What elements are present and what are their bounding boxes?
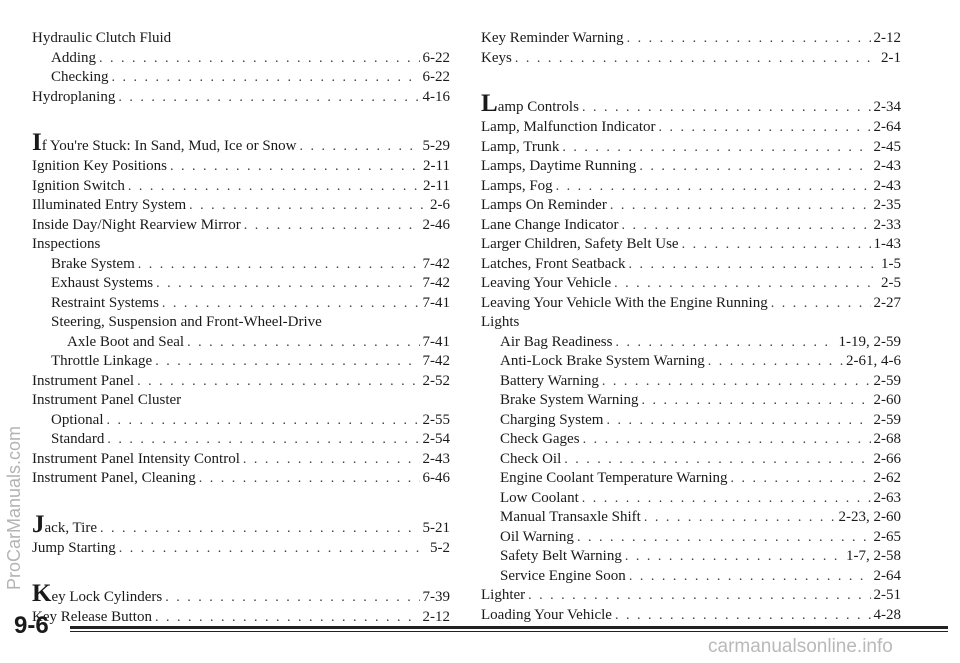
entry-text: Anti-Lock Brake System Warning [500,353,705,369]
entry-page: 1-43 [873,236,901,252]
index-entry [481,372,901,392]
entry-label [32,157,167,177]
entry-label [481,294,768,314]
dot-leader [199,469,420,489]
dot-leader [165,586,419,610]
dot-leader [629,255,878,275]
entry-label [481,138,559,158]
dot-leader [118,88,419,108]
index-entry [32,274,450,294]
entry-page: 5-21 [422,519,450,536]
entry-text: Manual Transaxle Shift [500,509,641,525]
section-gap [32,107,450,133]
entry-label [32,372,134,392]
dot-leader [170,157,420,177]
entry-text: Optional [51,411,104,428]
section-letter: L [481,90,498,117]
entry-text: Adding [51,49,96,66]
entry-label [481,29,624,49]
dot-leader [644,508,836,528]
index-entry [32,68,450,88]
entry-label [481,586,525,606]
index-entry [32,333,450,353]
entry-label [32,236,100,252]
entry-page: 5-29 [422,138,450,154]
index-entry [481,567,901,587]
index-entry [32,216,450,236]
entry-page: 2-1 [881,49,901,66]
entry-page: 2-65 [873,528,901,545]
entry-label [32,469,196,489]
entry-page: 2-12 [873,30,901,46]
dot-leader [577,528,871,548]
entry-label [51,430,104,450]
index-entry [481,118,901,138]
entry-label [32,392,181,408]
index-column-left [32,29,450,628]
entry-text: Ignition Switch [32,177,125,194]
index-heading [32,391,450,411]
entry-text: Steering, Suspension and Front-Wheel-Drive [51,314,322,330]
index-entry [481,177,901,197]
entry-label [51,352,152,372]
entry-text: Key Reminder Warning [481,30,624,46]
index-entry [481,294,901,314]
index-entry [481,157,901,177]
entry-text: Brake System [51,255,135,272]
entry-label [500,450,561,470]
index-entry [32,580,450,608]
entry-page: 2-68 [873,431,901,447]
entry-page: 2-11 [423,177,450,194]
entry-page: 2-59 [873,411,901,428]
entry-page: 2-23, 2-60 [838,509,901,525]
footer-rule-thin [70,631,948,632]
dot-leader [128,177,420,197]
entry-label [500,567,626,587]
entry-page: 7-42 [422,353,450,369]
entry-page: 2-34 [873,99,901,115]
entry-label [32,216,241,236]
dot-leader [155,608,420,628]
entry-page: 2-61, 4-6 [846,353,901,369]
entry-text: Lamp, Malfunction Indicator [481,119,656,135]
page-number: 9-6 [14,612,49,639]
entry-page: 2-43 [873,177,901,194]
index-entry [481,196,901,216]
entry-label [51,255,135,275]
entry-text: Leaving Your Vehicle With the Engine Running [481,294,768,311]
dot-leader [556,177,871,197]
dot-leader [137,372,419,392]
index-entry [32,608,450,628]
dot-leader [771,294,871,314]
index-entry [481,430,901,450]
entry-text: Hydraulic Clutch Fluid [32,30,172,46]
entry-text: Charging System [500,411,604,428]
index-column-right [481,29,901,625]
entry-text: Check Oil [500,450,562,467]
entry-label [32,177,125,197]
entry-text: Lighter [481,587,526,603]
entry-label [51,294,159,314]
entry-text: Lamps, Daytime Running [481,158,637,174]
entry-page: 2-52 [422,372,450,389]
entry-label [32,608,152,628]
dot-leader [606,411,870,431]
entry-page: 2-62 [873,470,901,486]
entry-text: Check Gages [500,431,580,447]
entry-label [32,88,115,108]
entry-label [481,177,553,197]
dot-leader [100,517,420,541]
index-heading [32,29,450,49]
dot-leader [602,372,871,392]
index-entry [32,510,450,539]
index-entry [481,586,901,606]
dot-leader [99,49,420,69]
entry-label [500,508,641,528]
entry-text: Restraint Systems [51,294,159,311]
entry-page: 7-39 [422,589,450,605]
entry-text: Exhaust Systems [51,275,154,291]
index-entry [481,90,901,118]
entry-text: Loading Your Vehicle [481,606,612,623]
entry-label [500,372,599,392]
entry-page: 2-12 [422,609,450,625]
entry-text: Instrument Panel Cluster [32,392,182,408]
index-entry [481,469,901,489]
index-heading [32,235,450,255]
dot-leader [614,274,878,294]
entry-label [481,314,519,330]
dot-leader [621,216,870,236]
dot-leader [708,352,843,372]
entry-page: 1-7, 2-58 [846,548,901,564]
entry-page: 1-5 [881,255,901,272]
dot-leader [155,352,419,372]
dot-leader [629,567,871,587]
entry-text: Axle Boot and Seal [67,333,185,350]
index-entry [481,352,901,372]
index-entry [32,88,450,108]
entry-page: 2-64 [873,567,901,584]
index-entry [32,255,450,275]
entry-page: 1-19, 2-59 [838,333,901,350]
entry-text: Low Coolant [500,489,579,506]
section-letter: I [32,129,42,156]
index-entry [481,255,901,275]
index-entry [481,411,901,431]
section-gap [32,489,450,515]
index-heading [481,313,901,333]
entry-page: 2-46 [422,216,450,233]
index-entry [32,196,450,216]
index-entry [32,372,450,392]
entry-text: Ignition Key Positions [32,158,168,174]
entry-label [500,333,612,353]
index-entry [481,508,901,528]
entry-page: 2-54 [422,431,450,447]
entry-text: Illuminated Entry System [32,197,187,213]
dot-leader [244,216,420,236]
dot-leader [119,539,427,559]
footer-rule-thick [70,626,948,629]
entry-text: Throttle Linkage [51,353,153,369]
dot-leader [112,68,420,88]
entry-label [500,489,579,509]
section-letter: K [32,580,52,607]
entry-label [500,469,728,489]
dot-leader [582,489,871,509]
entry-label [51,314,322,330]
entry-page: 7-42 [422,275,450,291]
entry-page: 5-2 [430,539,450,556]
index-entry [481,274,901,294]
entry-page: 4-16 [422,88,450,105]
section-gap [481,68,901,94]
entry-label [32,196,186,216]
entry-label [500,391,639,411]
entry-page: 2-51 [873,587,901,603]
index-entry [32,539,450,559]
index-entry [32,430,450,450]
dot-leader [187,333,419,353]
entry-label [500,547,622,567]
index-entry [32,157,450,177]
entry-text: Instrument Panel Intensity Control [32,450,240,467]
dot-leader [243,450,420,470]
index-entry [32,129,450,157]
dot-leader [562,138,870,158]
index-entry [481,391,901,411]
entry-page: 2-27 [873,294,901,311]
entry-text: Jump Starting [32,539,116,556]
entry-text: Keys [481,49,512,66]
dot-leader [107,430,419,450]
entry-label [67,333,184,353]
entry-text: Service Engine Soon [500,567,626,584]
dot-leader [300,135,420,159]
entry-page: 2-43 [422,450,450,467]
entry-page: 2-33 [873,216,901,233]
entry-text: Instrument Panel [32,372,135,389]
dot-leader [731,469,871,489]
index-entry [481,235,901,255]
entry-label [481,274,611,294]
dot-leader [682,235,871,255]
entry-text: Battery Warning [500,372,599,389]
entry-page: 2-5 [881,275,901,291]
entry-text: Key Release Button [32,609,152,625]
entry-label [481,157,636,177]
entry-text: Checking [51,69,109,85]
entry-text: amp Controls [497,99,579,115]
dot-leader [610,196,871,216]
entry-text: ey Lock Cylinders [51,589,163,605]
index-entry [481,606,901,626]
index-entry [32,294,450,314]
entry-text: Instrument Panel, Cleaning [32,470,196,486]
entry-text: Hydroplaning [32,88,116,105]
entry-text: Lamps On Reminder [481,197,607,213]
dot-leader [615,606,871,626]
index-entry [481,29,901,49]
entry-text: Standard [51,431,105,447]
entry-text: Safety Belt Warning [500,548,622,564]
entry-page: 2-64 [873,119,901,135]
entry-page: 2-43 [873,158,901,174]
dot-leader [583,430,871,450]
entry-page: 6-22 [422,49,450,66]
entry-text: Latches, Front Seatback [481,255,626,272]
dot-leader [528,586,870,606]
entry-text: Lamp, Trunk [481,138,560,155]
entry-text: Leaving Your Vehicle [481,275,612,291]
dot-leader [639,157,870,177]
entry-label [51,49,96,69]
entry-text: Larger Children, Safety Belt Use [481,236,679,252]
entry-label [500,411,603,431]
index-entry [32,177,450,197]
entry-text: Inside Day/Night Rearview Mirror [32,216,241,233]
entry-page: 2-45 [873,138,901,155]
dot-leader [515,49,878,69]
entry-text: Lamps, Fog [481,177,553,194]
index-entry [481,216,901,236]
entry-text: Oil Warning [500,528,574,545]
entry-page: 6-46 [422,470,450,486]
dot-leader [107,411,420,431]
index-entry [32,411,450,431]
entry-page: 7-41 [422,294,450,311]
index-entry [481,489,901,509]
entry-label [32,129,297,158]
entry-label [481,49,512,69]
entry-text: f You're Stuck: In Sand, Mud, Ice or Snow [41,138,297,154]
entry-label [51,274,153,294]
entry-label [481,216,618,236]
section-gap [32,558,450,584]
entry-label [481,118,656,138]
index-entry [481,547,901,567]
dot-leader [138,255,420,275]
entry-page: 4-28 [873,606,901,623]
entry-label [51,411,104,431]
index-entry [481,138,901,158]
index-entry [481,528,901,548]
entry-text: Inspections [32,236,101,252]
entry-text: Brake System Warning [500,392,639,408]
index-entry [32,49,450,69]
watermark-side: ProCarManuals.com [4,425,24,590]
dot-leader [189,196,427,216]
dot-leader [642,391,871,411]
entry-label [481,90,579,119]
dot-leader [615,333,835,353]
entry-label [51,68,109,88]
section-letter: J [32,510,45,538]
entry-label [481,255,626,275]
entry-page: 7-42 [422,255,450,272]
entry-label [481,235,679,255]
index-entry [32,469,450,489]
index-entry [481,49,901,69]
watermark-bottom: carmanualsonline.info [708,636,893,657]
entry-page: 2-6 [430,197,450,213]
entry-text: Air Bag Readiness [500,333,613,350]
entry-page: 2-59 [873,372,901,389]
entry-label [500,528,574,548]
entry-page: 2-63 [873,489,901,506]
entry-page: 7-41 [422,333,450,350]
entry-label [481,196,607,216]
entry-page: 6-22 [422,69,450,85]
entry-page: 2-35 [873,197,901,213]
index-heading [32,313,450,333]
entry-page: 2-66 [873,450,901,467]
entry-page: 2-11 [423,158,450,174]
entry-label [500,352,705,372]
dot-leader [162,294,420,314]
entry-page: 2-60 [873,392,901,408]
dot-leader [156,274,419,294]
entry-text: Lights [481,314,520,330]
dot-leader [564,450,870,470]
entry-page: 2-55 [422,411,450,428]
entry-label [500,430,580,450]
entry-label [32,450,240,470]
dot-leader [627,29,871,49]
index-entry [481,333,901,353]
entry-text: ack, Tire [44,519,97,536]
index-entry [32,352,450,372]
entry-label [32,510,97,540]
entry-label [32,539,116,559]
entry-label [32,580,163,609]
entry-text: Lane Change Indicator [481,216,619,233]
dot-leader [582,96,871,120]
index-entry [481,450,901,470]
entry-text: Engine Coolant Temperature Warning [500,470,728,486]
entry-label [32,30,171,46]
entry-label [481,606,612,626]
index-entry [32,450,450,470]
dot-leader [659,118,871,138]
dot-leader [625,547,843,567]
